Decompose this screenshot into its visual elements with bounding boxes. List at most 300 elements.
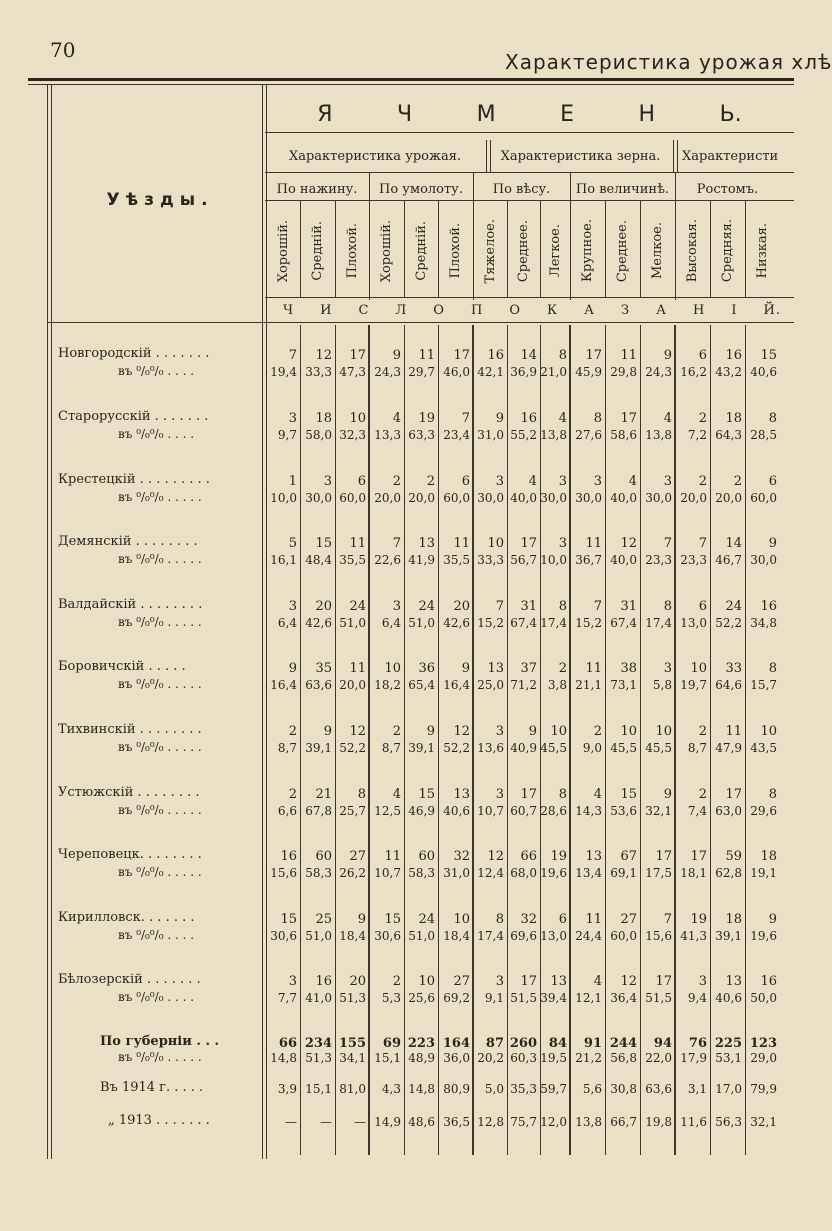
column-divider bbox=[640, 200, 641, 297]
count-cell: 9 bbox=[495, 411, 504, 426]
count-cell: 9 bbox=[357, 912, 366, 927]
year-1914-cell: 17,0 bbox=[715, 1082, 742, 1096]
count-cell: 12 bbox=[349, 724, 366, 739]
count-cell: 32 bbox=[520, 912, 537, 927]
percent-cell: 6,6 bbox=[277, 804, 297, 818]
uezd-percent-label: въ ⁰/₀⁰/₀ . . . . . bbox=[118, 803, 202, 817]
crop-title-letter: Е bbox=[560, 101, 575, 127]
chislo-letter: С bbox=[358, 303, 370, 318]
percent-cell: 42,6 bbox=[443, 616, 470, 630]
percent-cell: 7,2 bbox=[687, 428, 707, 442]
year-1913-cell: 19,8 bbox=[645, 1115, 672, 1129]
column-header-label: Легкое. bbox=[547, 224, 563, 278]
percent-cell: 68,0 bbox=[510, 866, 537, 880]
province-percent-cell: 34,1 bbox=[339, 1051, 366, 1065]
percent-cell: 10,7 bbox=[374, 866, 401, 880]
count-cell: 9 bbox=[392, 348, 401, 363]
uezd-percent-label: въ ⁰/₀⁰/₀ . . . . . bbox=[118, 740, 202, 754]
count-cell: 4 bbox=[628, 474, 637, 489]
count-cell: 17 bbox=[520, 787, 537, 802]
count-cell: 7 bbox=[663, 912, 672, 927]
percent-cell: 16,4 bbox=[443, 678, 470, 692]
count-cell: 11 bbox=[725, 724, 742, 739]
count-cell: 20 bbox=[349, 974, 366, 989]
uezd-percent-label: въ ⁰/₀⁰/₀ . . . . bbox=[118, 990, 195, 1004]
year-1914-cell: 63,6 bbox=[645, 1082, 672, 1096]
chislo-letter: Л bbox=[395, 303, 408, 318]
count-cell: 15 bbox=[760, 348, 777, 363]
group-divider bbox=[673, 140, 678, 172]
percent-cell: 7,4 bbox=[687, 804, 707, 818]
chislo-letter: Й. bbox=[763, 303, 781, 318]
count-cell: 7 bbox=[663, 536, 672, 551]
percent-cell: 9,4 bbox=[687, 991, 707, 1005]
count-cell: 17 bbox=[349, 348, 366, 363]
percent-cell: 42,6 bbox=[305, 616, 332, 630]
column-header-label: Тяжелое. bbox=[482, 218, 498, 284]
province-count-cell: 260 bbox=[509, 1036, 537, 1051]
column-header-label: Высокая. bbox=[685, 219, 700, 283]
count-cell: 7 bbox=[495, 599, 504, 614]
percent-cell: 56,7 bbox=[510, 553, 537, 567]
year-1914-cell: 30,8 bbox=[610, 1082, 637, 1096]
percent-cell: 17,4 bbox=[477, 929, 504, 943]
body-column-divider bbox=[675, 325, 676, 1155]
percent-cell: 40,0 bbox=[610, 553, 637, 567]
crop-title-letter: М bbox=[476, 101, 496, 127]
percent-cell: 40,6 bbox=[750, 365, 777, 379]
uezd-percent-label: въ ⁰/₀⁰/₀ . . . . bbox=[118, 928, 195, 942]
count-cell: 17 bbox=[655, 974, 672, 989]
body-column-divider bbox=[404, 325, 405, 1155]
column-divider bbox=[335, 200, 336, 297]
percent-cell: 13,8 bbox=[645, 428, 672, 442]
uezd-name: Крестецкій . . . . . . . . . bbox=[58, 472, 210, 487]
percent-cell: 19,6 bbox=[750, 929, 777, 943]
percent-cell: 18,4 bbox=[443, 929, 470, 943]
count-cell: 19 bbox=[550, 849, 567, 864]
count-cell: 7 bbox=[461, 411, 470, 426]
percent-cell: 40,9 bbox=[510, 741, 537, 755]
count-cell: 9 bbox=[461, 661, 470, 676]
count-cell: 8 bbox=[357, 787, 366, 802]
percent-cell: 43,2 bbox=[715, 365, 742, 379]
column-header bbox=[473, 205, 507, 297]
count-cell: 17 bbox=[520, 536, 537, 551]
chislo-letter: Ч bbox=[283, 303, 295, 318]
count-cell: 2 bbox=[733, 474, 742, 489]
count-cell: 13 bbox=[725, 974, 742, 989]
percent-cell: 52,2 bbox=[715, 616, 742, 630]
percent-cell: 51,5 bbox=[510, 991, 537, 1005]
count-cell: 15 bbox=[418, 787, 435, 802]
count-cell: 10 bbox=[655, 724, 672, 739]
count-cell: 11 bbox=[349, 536, 366, 551]
percent-cell: 35,5 bbox=[339, 553, 366, 567]
count-cell: 11 bbox=[418, 348, 435, 363]
percent-cell: 47,3 bbox=[339, 365, 366, 379]
year-1914-cell: 3,9 bbox=[277, 1082, 297, 1096]
uezd-percent-label: въ ⁰/₀⁰/₀ . . . . . bbox=[118, 865, 202, 879]
percent-cell: 33,3 bbox=[477, 553, 504, 567]
count-cell: 17 bbox=[520, 974, 537, 989]
percent-cell: 60,7 bbox=[510, 804, 537, 818]
percent-cell: 20,0 bbox=[339, 678, 366, 692]
body-column-divider bbox=[369, 325, 370, 1155]
column-header-label: Средній. bbox=[310, 221, 325, 281]
count-cell: 11 bbox=[620, 348, 637, 363]
count-cell: 5 bbox=[288, 536, 297, 551]
percent-cell: 25,7 bbox=[339, 804, 366, 818]
percent-cell: 31,0 bbox=[477, 428, 504, 442]
percent-cell: 13,0 bbox=[540, 929, 567, 943]
column-divider bbox=[300, 200, 301, 297]
percent-cell: 20,0 bbox=[715, 491, 742, 505]
column-header bbox=[540, 205, 570, 297]
count-cell: 21 bbox=[315, 787, 332, 802]
percent-cell: 46,7 bbox=[715, 553, 742, 567]
count-cell: 15 bbox=[384, 912, 401, 927]
percent-cell: 24,3 bbox=[374, 365, 401, 379]
percent-cell: 30,0 bbox=[305, 491, 332, 505]
percent-cell: 51,0 bbox=[305, 929, 332, 943]
count-cell: 16 bbox=[487, 348, 504, 363]
percent-cell: 5,8 bbox=[652, 678, 672, 692]
subgroup-height: Ростомъ. bbox=[696, 181, 759, 197]
column-divider bbox=[438, 200, 439, 297]
column-header-label: Плохой. bbox=[344, 223, 360, 279]
count-cell: 3 bbox=[288, 599, 297, 614]
count-cell: 1 bbox=[288, 474, 297, 489]
percent-cell: 23,3 bbox=[645, 553, 672, 567]
year-1913-cell: — bbox=[320, 1115, 332, 1129]
count-cell: 2 bbox=[698, 724, 707, 739]
percent-cell: 20,0 bbox=[374, 491, 401, 505]
percent-cell: 69,6 bbox=[510, 929, 537, 943]
count-cell: 8 bbox=[768, 661, 777, 676]
count-cell: 4 bbox=[392, 787, 401, 802]
count-cell: 8 bbox=[558, 348, 567, 363]
percent-cell: 39,1 bbox=[305, 741, 332, 755]
year-1913-label: „ 1913 . . . . . . . bbox=[108, 1113, 210, 1128]
column-header bbox=[335, 205, 369, 297]
group-header-harvest: Характеристика урожая. bbox=[288, 148, 462, 164]
percent-cell: 48,4 bbox=[305, 553, 332, 567]
percent-cell: 46,9 bbox=[408, 804, 435, 818]
year-1914-cell: 3,1 bbox=[687, 1082, 707, 1096]
count-cell: 4 bbox=[593, 787, 602, 802]
province-percent-cell: 48,9 bbox=[408, 1051, 435, 1065]
percent-cell: 41,9 bbox=[408, 553, 435, 567]
province-percent-cell: 22,0 bbox=[645, 1051, 672, 1065]
crop-title-letter: Н bbox=[638, 101, 656, 127]
count-cell: 2 bbox=[392, 474, 401, 489]
year-1913-cell: — bbox=[354, 1115, 366, 1129]
percent-cell: 47,9 bbox=[715, 741, 742, 755]
crop-title bbox=[265, 96, 794, 132]
percent-cell: 29,8 bbox=[610, 365, 637, 379]
percent-cell: 46,0 bbox=[443, 365, 470, 379]
uezd-percent-label: въ ⁰/₀⁰/₀ . . . . . bbox=[118, 490, 202, 504]
percent-cell: 26,2 bbox=[339, 866, 366, 880]
count-cell: 16 bbox=[520, 411, 537, 426]
count-cell: 7 bbox=[698, 536, 707, 551]
percent-cell: 23,4 bbox=[443, 428, 470, 442]
uezd-percent-label: въ ⁰/₀⁰/₀ . . . . bbox=[118, 364, 195, 378]
province-count-cell: 91 bbox=[583, 1036, 602, 1051]
percent-cell: 19,7 bbox=[680, 678, 707, 692]
count-cell: 59 bbox=[725, 849, 742, 864]
province-count-cell: 155 bbox=[338, 1036, 366, 1051]
count-cell: 6 bbox=[768, 474, 777, 489]
percent-cell: 63,0 bbox=[715, 804, 742, 818]
count-cell: 27 bbox=[453, 974, 470, 989]
count-cell: 18 bbox=[760, 849, 777, 864]
percent-cell: 67,4 bbox=[510, 616, 537, 630]
count-cell: 20 bbox=[453, 599, 470, 614]
percent-cell: 69,1 bbox=[610, 866, 637, 880]
count-cell: 27 bbox=[349, 849, 366, 864]
percent-cell: 6,4 bbox=[381, 616, 401, 630]
column-header bbox=[675, 205, 710, 297]
percent-cell: 39,4 bbox=[540, 991, 567, 1005]
percent-cell: 17,5 bbox=[645, 866, 672, 880]
uezdy-header: Уѣзды. bbox=[106, 190, 214, 210]
count-cell: 3 bbox=[593, 474, 602, 489]
percent-cell: 21,1 bbox=[575, 678, 602, 692]
column-header bbox=[300, 205, 335, 297]
uezd-name: Новгородскій . . . . . . . bbox=[58, 346, 210, 361]
percent-cell: 51,0 bbox=[408, 929, 435, 943]
percent-cell: 51,0 bbox=[408, 616, 435, 630]
count-cell: 10 bbox=[384, 661, 401, 676]
body-column-divider bbox=[745, 325, 746, 1155]
count-cell: 24 bbox=[725, 599, 742, 614]
percent-cell: 8,7 bbox=[687, 741, 707, 755]
percent-cell: 15,6 bbox=[270, 866, 297, 880]
chislo-letter: П bbox=[470, 303, 484, 318]
percent-cell: 10,0 bbox=[270, 491, 297, 505]
percent-cell: 45,5 bbox=[610, 741, 637, 755]
percent-cell: 60,0 bbox=[339, 491, 366, 505]
uezd-name: Череповецк. . . . . . . . bbox=[58, 847, 202, 862]
year-1914-cell: 5,0 bbox=[484, 1082, 504, 1096]
column-header-label: Средняя. bbox=[720, 219, 735, 283]
count-cell: 20 bbox=[315, 599, 332, 614]
percent-cell: 30,0 bbox=[477, 491, 504, 505]
percent-cell: 9,7 bbox=[277, 428, 297, 442]
column-divider bbox=[540, 200, 541, 297]
chislo-letter: О bbox=[509, 303, 521, 318]
column-header-label: Хорошій. bbox=[275, 219, 291, 283]
crop-title-letter: Ь. bbox=[719, 101, 742, 127]
count-cell: 19 bbox=[690, 912, 707, 927]
body-group-divider bbox=[569, 325, 570, 1155]
province-percent-cell: 14,8 bbox=[270, 1051, 297, 1065]
count-cell: 2 bbox=[392, 974, 401, 989]
count-cell: 16 bbox=[315, 974, 332, 989]
column-header bbox=[570, 205, 605, 297]
province-percent-cell: 36,0 bbox=[443, 1051, 470, 1065]
body-column-divider bbox=[507, 325, 508, 1155]
count-cell: 2 bbox=[288, 787, 297, 802]
percent-cell: 24,4 bbox=[575, 929, 602, 943]
province-percent-cell: 56,8 bbox=[610, 1051, 637, 1065]
percent-cell: 32,3 bbox=[339, 428, 366, 442]
count-cell: 36 bbox=[418, 661, 435, 676]
year-1913-cell: 11,6 bbox=[680, 1115, 707, 1129]
count-cell: 6 bbox=[558, 912, 567, 927]
rule-under-chislo bbox=[47, 322, 794, 323]
count-cell: 25 bbox=[315, 912, 332, 927]
count-cell: 15 bbox=[280, 912, 297, 927]
percent-cell: 13,4 bbox=[575, 866, 602, 880]
count-cell: 12 bbox=[620, 536, 637, 551]
body-column-divider bbox=[710, 325, 711, 1155]
percent-cell: 69,2 bbox=[443, 991, 470, 1005]
column-divider bbox=[710, 200, 711, 297]
province-count-cell: 94 bbox=[653, 1036, 672, 1051]
count-cell: 18 bbox=[725, 912, 742, 927]
top-rule-thin bbox=[28, 84, 794, 85]
count-cell: 32 bbox=[453, 849, 470, 864]
chislo-letter: З bbox=[620, 303, 631, 318]
count-cell: 4 bbox=[593, 974, 602, 989]
count-cell: 17 bbox=[690, 849, 707, 864]
year-1913-cell: 14,9 bbox=[374, 1115, 401, 1129]
percent-cell: 36,7 bbox=[575, 553, 602, 567]
year-1914-cell: 4,3 bbox=[381, 1082, 401, 1096]
count-cell: 24 bbox=[349, 599, 366, 614]
count-cell: 4 bbox=[558, 411, 567, 426]
percent-cell: 22,6 bbox=[374, 553, 401, 567]
year-1913-cell: 48,6 bbox=[408, 1115, 435, 1129]
percent-cell: 16,2 bbox=[680, 365, 707, 379]
percent-cell: 30,0 bbox=[750, 553, 777, 567]
percent-cell: 10,7 bbox=[477, 804, 504, 818]
percent-cell: 20,0 bbox=[680, 491, 707, 505]
count-cell: 3 bbox=[495, 474, 504, 489]
province-percent-cell: 60,3 bbox=[510, 1051, 537, 1065]
year-1914-cell: 35,3 bbox=[510, 1082, 537, 1096]
count-cell: 10 bbox=[620, 724, 637, 739]
count-cell: 17 bbox=[725, 787, 742, 802]
count-cell: 2 bbox=[392, 724, 401, 739]
rule-under-crop bbox=[265, 132, 794, 133]
percent-cell: 73,1 bbox=[610, 678, 637, 692]
percent-cell: 45,9 bbox=[575, 365, 602, 379]
percent-cell: 60,0 bbox=[610, 929, 637, 943]
count-cell: 13 bbox=[418, 536, 435, 551]
chislo-letter: О bbox=[433, 303, 445, 318]
chislo-letter: А bbox=[656, 303, 667, 318]
province-count-cell: 123 bbox=[749, 1036, 777, 1051]
count-cell: 9 bbox=[426, 724, 435, 739]
count-cell: 16 bbox=[725, 348, 742, 363]
group-divider bbox=[486, 140, 491, 172]
count-cell: 9 bbox=[528, 724, 537, 739]
percent-cell: 23,3 bbox=[680, 553, 707, 567]
column-header-label: Среднее. bbox=[516, 219, 531, 283]
percent-cell: 31,0 bbox=[443, 866, 470, 880]
percent-cell: 67,8 bbox=[305, 804, 332, 818]
percent-cell: 15,2 bbox=[575, 616, 602, 630]
percent-cell: 28,6 bbox=[540, 804, 567, 818]
province-count-cell: 164 bbox=[442, 1036, 470, 1051]
count-cell: 4 bbox=[528, 474, 537, 489]
percent-cell: 19,1 bbox=[750, 866, 777, 880]
count-cell: 11 bbox=[453, 536, 470, 551]
count-cell: 6 bbox=[357, 474, 366, 489]
group-header-grain: Характеристика зерна. bbox=[500, 148, 661, 164]
body-column-divider bbox=[335, 325, 336, 1155]
province-count-cell: 234 bbox=[304, 1036, 332, 1051]
running-title: Характеристика урожая хлѣ bbox=[505, 50, 832, 74]
uezd-percent-label: въ ⁰/₀⁰/₀ . . . . bbox=[118, 427, 195, 441]
uezd-percent-label: въ ⁰/₀⁰/₀ . . . . . bbox=[118, 615, 202, 629]
count-cell: 14 bbox=[520, 348, 537, 363]
column-header bbox=[605, 205, 640, 297]
percent-cell: 62,8 bbox=[715, 866, 742, 880]
percent-cell: 30,0 bbox=[540, 491, 567, 505]
province-percent-cell: 17,9 bbox=[680, 1051, 707, 1065]
percent-cell: 65,4 bbox=[408, 678, 435, 692]
percent-cell: 29,6 bbox=[750, 804, 777, 818]
count-cell: 7 bbox=[288, 348, 297, 363]
column-header-label: Средній. bbox=[413, 221, 429, 281]
percent-cell: 9,1 bbox=[484, 991, 504, 1005]
count-cell: 17 bbox=[585, 348, 602, 363]
percent-cell: 10,0 bbox=[540, 553, 567, 567]
crop-title-letter: Я bbox=[317, 101, 333, 127]
count-cell: 10 bbox=[349, 411, 366, 426]
percent-cell: 63,3 bbox=[408, 428, 435, 442]
year-1914-cell: 5,6 bbox=[582, 1082, 602, 1096]
uezd-name: Кирилловск. . . . . . . bbox=[58, 910, 195, 925]
column-header-label: Низкая. bbox=[755, 223, 770, 279]
year-1913-cell: — bbox=[285, 1115, 297, 1129]
year-1913-cell: 32,1 bbox=[750, 1115, 777, 1129]
uezd-name: Устюжскій . . . . . . . . bbox=[58, 785, 200, 800]
province-percent-cell: 20,2 bbox=[477, 1051, 504, 1065]
count-cell: 2 bbox=[288, 724, 297, 739]
column-header-label: Мелкое. bbox=[650, 222, 665, 280]
percent-cell: 52,2 bbox=[339, 741, 366, 755]
count-cell: 37 bbox=[520, 661, 537, 676]
percent-cell: 19,6 bbox=[540, 866, 567, 880]
percent-cell: 8,7 bbox=[277, 741, 297, 755]
count-cell: 3 bbox=[288, 411, 297, 426]
column-header bbox=[266, 205, 300, 297]
subgroup-reaping: По нажину. bbox=[276, 181, 358, 197]
percent-cell: 55,2 bbox=[510, 428, 537, 442]
percent-cell: 36,4 bbox=[610, 991, 637, 1005]
percent-cell: 34,8 bbox=[750, 616, 777, 630]
percent-cell: 42,1 bbox=[477, 365, 504, 379]
percent-cell: 19,4 bbox=[270, 365, 297, 379]
year-1914-cell: 59,7 bbox=[540, 1082, 567, 1096]
crop-title-letter: Ч bbox=[397, 101, 413, 127]
chislo-letter: И bbox=[320, 303, 333, 318]
percent-cell: 36,9 bbox=[510, 365, 537, 379]
uezd-name: Тихвинскій . . . . . . . . bbox=[58, 722, 202, 737]
percent-cell: 13,8 bbox=[540, 428, 567, 442]
group-header-growth: Характеристи bbox=[682, 148, 779, 164]
province-count-cell: 76 bbox=[688, 1036, 707, 1051]
year-1914-cell: 80,9 bbox=[443, 1082, 470, 1096]
count-cell: 67 bbox=[620, 849, 637, 864]
province-count-cell: 225 bbox=[714, 1036, 742, 1051]
